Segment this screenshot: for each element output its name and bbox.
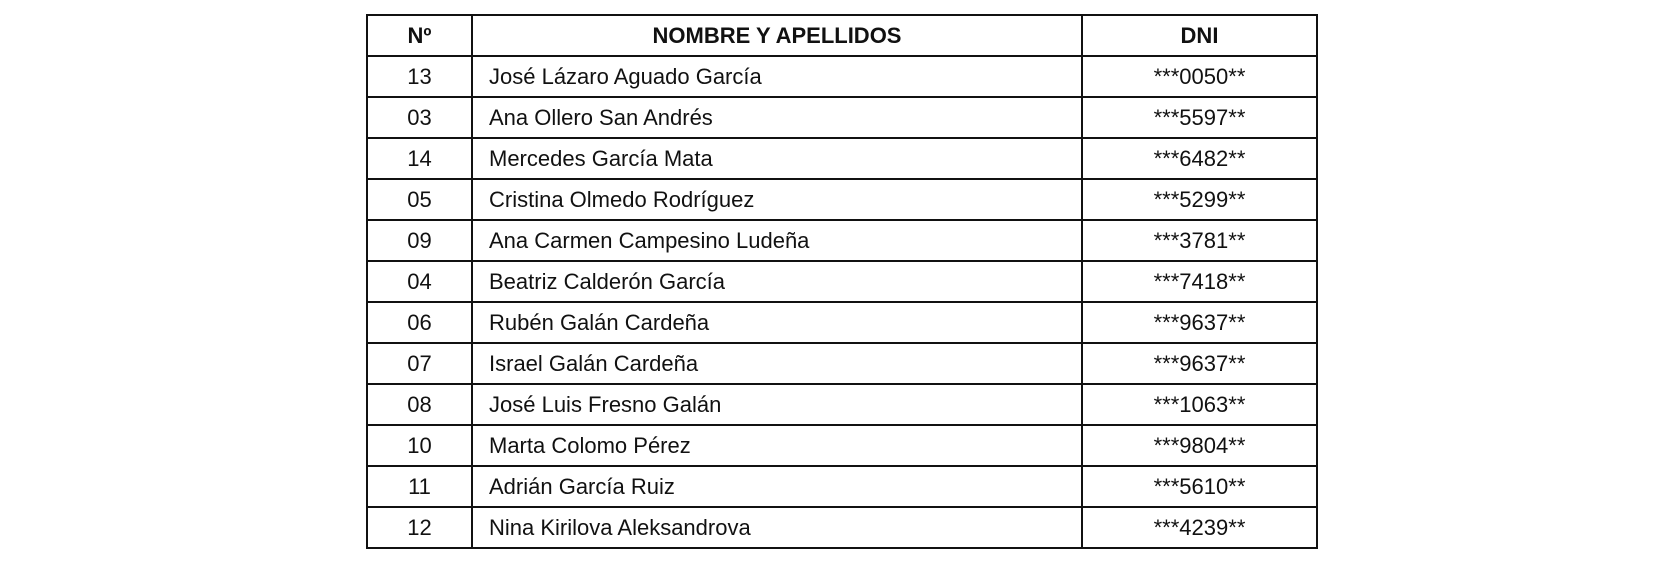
row-name: Rubén Galán Cardeña xyxy=(472,302,1082,343)
row-dni: ***7418** xyxy=(1082,261,1317,302)
row-dni: ***5610** xyxy=(1082,466,1317,507)
row-num: 11 xyxy=(367,466,472,507)
table-row xyxy=(367,302,1317,343)
table-row xyxy=(367,138,1317,179)
table-row xyxy=(367,179,1317,220)
row-num: 05 xyxy=(367,179,472,220)
row-dni: ***6482** xyxy=(1082,138,1317,179)
row-dni: ***9637** xyxy=(1082,302,1317,343)
table-row xyxy=(367,220,1317,261)
header-name: NOMBRE Y APELLIDOS xyxy=(472,15,1082,56)
row-name: Marta Colomo Pérez xyxy=(472,425,1082,466)
row-name: Beatriz Calderón García xyxy=(472,261,1082,302)
row-name: José Luis Fresno Galán xyxy=(472,384,1082,425)
row-dni: ***4239** xyxy=(1082,507,1317,548)
row-dni: ***9637** xyxy=(1082,343,1317,384)
table-row xyxy=(367,56,1317,97)
row-num: 08 xyxy=(367,384,472,425)
table-body xyxy=(367,56,1317,548)
row-name: Nina Kirilova Aleksandrova xyxy=(472,507,1082,548)
table-row xyxy=(367,507,1317,548)
row-dni: ***5597** xyxy=(1082,97,1317,138)
header-dni: DNI xyxy=(1082,15,1317,56)
row-dni: ***9804** xyxy=(1082,425,1317,466)
row-name: Ana Ollero San Andrés xyxy=(472,97,1082,138)
row-name: Cristina Olmedo Rodríguez xyxy=(472,179,1082,220)
row-name: José Lázaro Aguado García xyxy=(472,56,1082,97)
row-num: 14 xyxy=(367,138,472,179)
row-dni: ***1063** xyxy=(1082,384,1317,425)
row-name: Adrián García Ruiz xyxy=(472,466,1082,507)
table-row xyxy=(367,384,1317,425)
table-row xyxy=(367,425,1317,466)
row-dni: ***0050** xyxy=(1082,56,1317,97)
row-num: 04 xyxy=(367,261,472,302)
table-header xyxy=(367,15,1317,56)
table-row xyxy=(367,97,1317,138)
header-num: Nº xyxy=(367,15,472,56)
table-row xyxy=(367,343,1317,384)
row-name: Ana Carmen Campesino Ludeña xyxy=(472,220,1082,261)
row-num: 13 xyxy=(367,56,472,97)
row-num: 03 xyxy=(367,97,472,138)
participants-table xyxy=(366,14,1318,549)
row-dni: ***5299** xyxy=(1082,179,1317,220)
row-num: 07 xyxy=(367,343,472,384)
row-num: 09 xyxy=(367,220,472,261)
table-row xyxy=(367,261,1317,302)
header-row xyxy=(367,15,1317,56)
row-name: Israel Galán Cardeña xyxy=(472,343,1082,384)
row-num: 10 xyxy=(367,425,472,466)
row-num: 06 xyxy=(367,302,472,343)
row-dni: ***3781** xyxy=(1082,220,1317,261)
row-num: 12 xyxy=(367,507,472,548)
table-row xyxy=(367,466,1317,507)
row-name: Mercedes García Mata xyxy=(472,138,1082,179)
